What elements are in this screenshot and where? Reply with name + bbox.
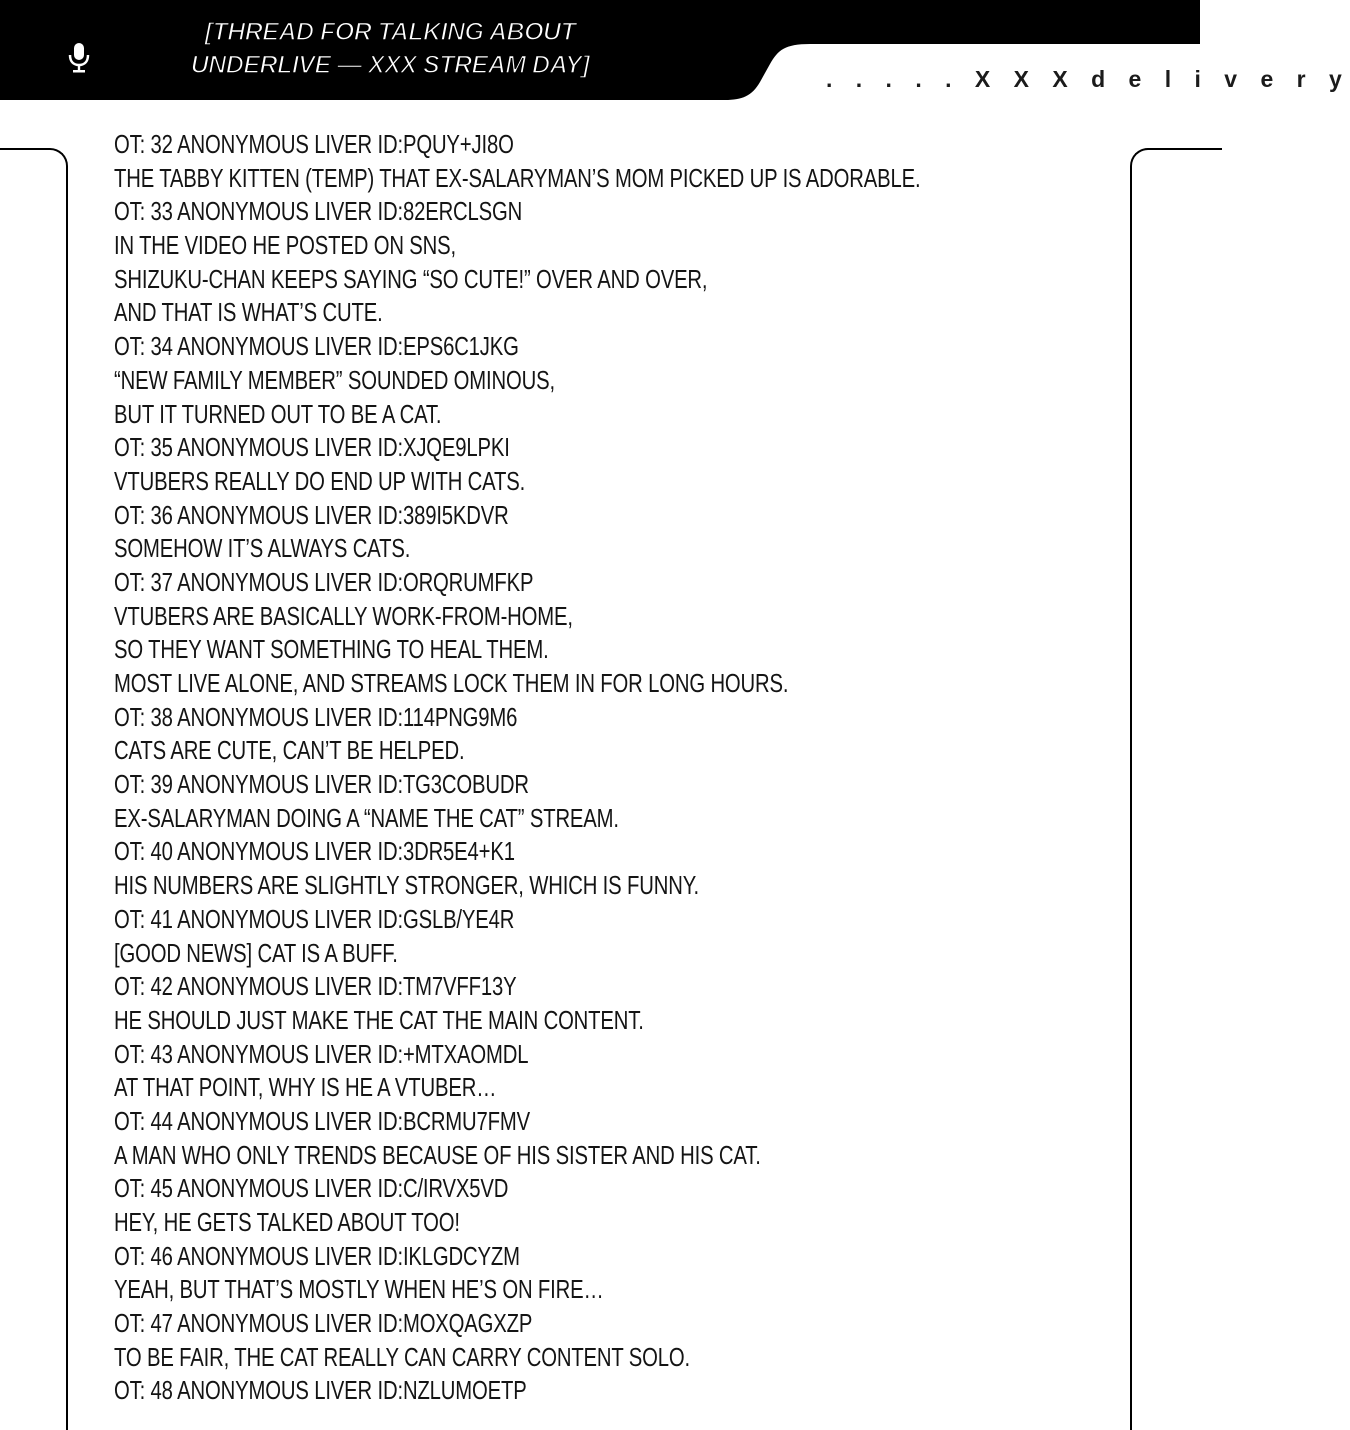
thread-post-list xyxy=(114,128,1114,1408)
thread-post xyxy=(114,835,1114,902)
post-header: OT: 44 ANONYMOUS LIVER ID:BCRMU7FMV xyxy=(114,1105,530,1136)
thread-post xyxy=(114,431,1114,498)
thread-post xyxy=(114,566,1114,701)
thread-post xyxy=(114,1307,1114,1374)
post-text-line: [GOOD NEWS] CAT IS A BUFF. xyxy=(114,937,398,968)
post-text-line: SHIZUKU-CHAN KEEPS SAYING “SO CUTE!” OVER AND OVER, xyxy=(114,263,708,294)
thread-post xyxy=(114,1374,1114,1408)
post-header: OT: 47 ANONYMOUS LIVER ID:MOXQAGXZP xyxy=(114,1308,533,1339)
post-text-line: SO THEY WANT SOMETHING TO HEAL THEM. xyxy=(114,634,549,665)
post-text-line: HIS NUMBERS ARE SLIGHTLY STRONGER, WHICH IS FUNNY. xyxy=(114,870,699,901)
post-header: OT: 38 ANONYMOUS LIVER ID:114PNG9M6 xyxy=(114,701,518,732)
thread-post xyxy=(114,701,1114,768)
post-header: OT: 36 ANONYMOUS LIVER ID:389I5KDVR xyxy=(114,499,509,530)
microphone-icon xyxy=(68,42,90,74)
post-header: OT: 42 ANONYMOUS LIVER ID:TM7VFF13Y xyxy=(114,971,517,1002)
post-text-line: AT THAT POINT, WHY IS HE A VTUBER… xyxy=(114,1072,497,1103)
thread-post xyxy=(114,330,1114,431)
post-text-line: VTUBERS ARE BASICALLY WORK-FROM-HOME, xyxy=(114,600,573,631)
frame-border-left xyxy=(0,148,68,1430)
thread-post xyxy=(114,768,1114,835)
post-header: OT: 35 ANONYMOUS LIVER ID:XJQE9LPKI xyxy=(114,432,510,463)
post-header: OT: 41 ANONYMOUS LIVER ID:GSLB/YE4R xyxy=(114,903,515,934)
post-header: OT: 32 ANONYMOUS LIVER ID:PQUY+JI8O xyxy=(114,129,514,159)
thread-title xyxy=(180,16,600,82)
post-text-line: YEAH, BUT THAT’S MOSTLY WHEN HE’S ON FIRE… xyxy=(114,1274,604,1305)
post-header: OT: 37 ANONYMOUS LIVER ID:ORQRUMFKP xyxy=(114,566,534,597)
thread-post xyxy=(114,970,1114,1037)
post-header: OT: 43 ANONYMOUS LIVER ID:+MTXAOMDL xyxy=(114,1038,529,1069)
thread-title-line-1: [THREAD FOR TALKING ABOUT xyxy=(204,18,576,46)
post-header: OT: 40 ANONYMOUS LIVER ID:3DR5E4+K1 xyxy=(114,836,515,867)
post-text-line: TO BE FAIR, THE CAT REALLY CAN CARRY CONTENT SOLO. xyxy=(114,1341,690,1372)
thread-post xyxy=(114,1038,1114,1105)
post-text-line: BUT IT TURNED OUT TO BE A CAT. xyxy=(114,398,442,429)
post-header: OT: 39 ANONYMOUS LIVER ID:TG3COBUDR xyxy=(114,769,529,800)
post-header: OT: 48 ANONYMOUS LIVER ID:NZLUMOETP xyxy=(114,1375,527,1406)
post-text-line: MOST LIVE ALONE, AND STREAMS LOCK THEM IN FOR LONG HOURS. xyxy=(114,668,789,698)
post-text-line: EX-SALARYMAN DOING A “NAME THE CAT” STREAM. xyxy=(114,802,619,833)
post-header: OT: 46 ANONYMOUS LIVER ID:IKLGDCYZM xyxy=(114,1240,520,1271)
post-header: OT: 34 ANONYMOUS LIVER ID:EPS6C1JKG xyxy=(114,331,519,362)
post-text-line: SOMEHOW IT’S ALWAYS CATS. xyxy=(114,533,411,564)
thread-post xyxy=(114,499,1114,566)
thread-post xyxy=(114,903,1114,970)
post-text-line: CATS ARE CUTE, CAN’T BE HELPED. xyxy=(114,735,465,766)
thread-title-line-2: UNDERLIVE — XXX STREAM DAY] xyxy=(190,51,590,79)
post-text-line: “NEW FAMILY MEMBER” SOUNDED OMINOUS, xyxy=(114,364,555,395)
post-header: OT: 33 ANONYMOUS LIVER ID:82ERCLSGN xyxy=(114,196,523,227)
post-text-line: HE SHOULD JUST MAKE THE CAT THE MAIN CONTENT. xyxy=(114,1004,644,1035)
post-text-line: IN THE VIDEO HE POSTED ON SNS, xyxy=(114,230,457,261)
thread-post xyxy=(114,195,1114,330)
post-text-line: HEY, HE GETS TALKED ABOUT TOO! xyxy=(114,1207,460,1237)
post-header: OT: 45 ANONYMOUS LIVER ID:C/IRVX5VD xyxy=(114,1173,509,1204)
post-text-line: AND THAT IS WHAT’S CUTE. xyxy=(114,297,383,328)
delivery-label: . . . . . X X X d e l i v e r y xyxy=(826,66,1350,92)
post-text-line: A MAN WHO ONLY TRENDS BECAUSE OF HIS SISTER AND HIS CAT. xyxy=(114,1139,761,1170)
thread-post xyxy=(114,1172,1114,1239)
thread-post xyxy=(114,1240,1114,1307)
frame-border-right xyxy=(1130,148,1222,1430)
post-text-line: VTUBERS REALLY DO END UP WITH CATS. xyxy=(114,465,526,496)
thread-post xyxy=(114,128,1114,195)
post-text-line: THE TABBY KITTEN (TEMP) THAT EX-SALARYMAN’S MOM PICKED UP IS ADORABLE. xyxy=(114,162,921,193)
thread-post xyxy=(114,1105,1114,1172)
